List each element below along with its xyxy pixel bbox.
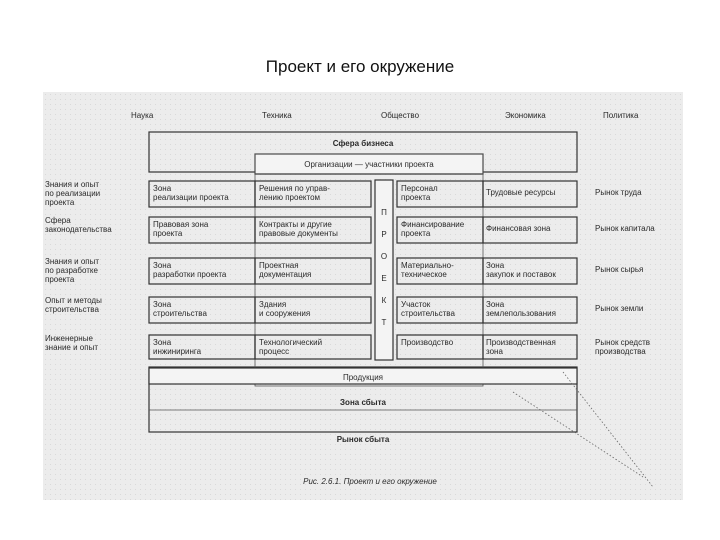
top-label: Общество	[381, 111, 420, 120]
zone-d-label: Зона закупок и поставок	[486, 261, 556, 279]
left-col-label: Сфера законодательства	[45, 216, 112, 234]
product-label: Продукция	[342, 373, 384, 382]
diagram-frames	[149, 132, 577, 432]
project-letter: К	[381, 296, 387, 305]
top-label: Политика	[603, 111, 639, 120]
right-col-label: Рынок труда	[595, 188, 642, 197]
right-col-label: Рынок земли	[595, 304, 644, 313]
zone-d-label: Производственная зона	[486, 338, 556, 356]
zone-a-label: Зона инжиниринга	[153, 338, 202, 356]
slide-title: Проект и его окружение	[265, 57, 455, 76]
zone-sales-label: Зона сбыта	[340, 398, 386, 407]
zone-d-label: Трудовые ресурсы	[486, 188, 556, 197]
zone-a-label: Зона реализации проекта	[153, 184, 229, 202]
project-letter: Е	[381, 274, 387, 283]
project-letter: Т	[381, 318, 387, 327]
market-sales-label: Рынок сбыта	[336, 435, 390, 444]
zone-a-label: Зона строительства	[153, 300, 207, 318]
top-label: Наука	[131, 111, 154, 120]
org-label: Организации — участники проекта	[304, 160, 434, 169]
top-label: Техника	[262, 111, 292, 120]
right-col-label: Рынок средств производства	[595, 338, 650, 356]
diagram-text	[45, 111, 655, 486]
figure-caption: Рис. 2.6.1. Проект и его окружение	[303, 477, 437, 486]
zone-c-label: Материально-техническое	[401, 261, 454, 279]
zone-d-label: Финансовая зона	[486, 224, 551, 233]
zone-a-label: Зона разработки проекта	[153, 261, 227, 279]
sphere-label: Сфера бизнеса	[332, 139, 394, 148]
project-letter: Р	[381, 230, 387, 239]
zone-c-label: Производство	[401, 338, 454, 347]
top-label: Экономика	[505, 111, 546, 120]
zone-b-label: Контракты и другие правовые документы	[259, 220, 338, 238]
left-col-label: Инженерные знание и опыт	[45, 334, 98, 352]
zone-b-label: Технологический процесс	[259, 338, 323, 356]
scan-mark	[513, 392, 643, 477]
zone-a-label: Правовая зона проекта	[153, 220, 209, 238]
project-environment-diagram	[43, 92, 683, 500]
project-letter: П	[381, 208, 387, 217]
scanned-figure	[43, 92, 683, 500]
left-col-label: Знания и опыт по реализации проекта	[45, 180, 101, 207]
right-col-label: Рынок сырья	[595, 265, 644, 274]
project-letter: О	[380, 252, 388, 261]
zone-c-label: Участок строительства	[401, 300, 455, 318]
left-col-label: Опыт и методы строительства	[45, 296, 102, 314]
zone-c-label: Персонал проекта	[401, 184, 438, 202]
zone-c-label: Финансирование проекта	[401, 220, 465, 238]
right-col-label: Рынок капитала	[595, 224, 655, 233]
zone-b-label: Здания и сооружения	[259, 300, 311, 318]
zone-d-label: Зона землепользования	[486, 300, 556, 318]
zone-b-label: Проектная документация	[259, 261, 312, 279]
project-column	[375, 180, 393, 360]
zone-b-label: Решения по управ-лению проектом	[259, 184, 330, 202]
left-col-label: Знания и опыт по разработке проекта	[45, 257, 100, 284]
